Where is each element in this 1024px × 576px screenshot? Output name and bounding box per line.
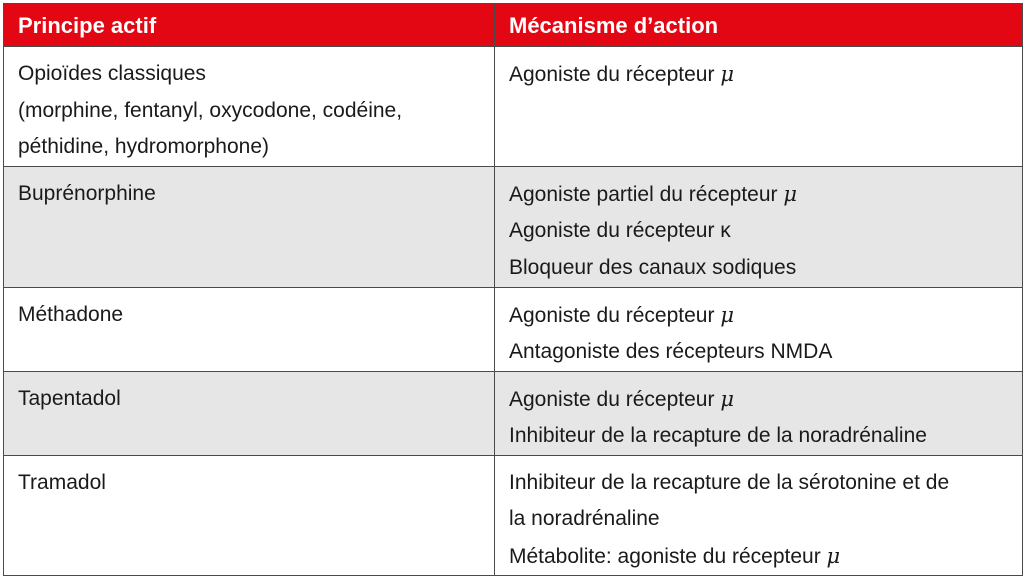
mechanism-line: Métabolite: agoniste du récepteur μ xyxy=(509,543,841,568)
header-row xyxy=(4,4,1023,47)
mechanism-line: Agoniste du récepteur μ xyxy=(509,302,734,327)
substance-line: (morphine, fentanyl, oxycodone, codéine, xyxy=(18,98,403,122)
table-header xyxy=(4,4,1023,47)
mu-symbol: μ xyxy=(720,386,734,411)
substance-line: Buprénorphine xyxy=(18,181,156,205)
mechanism-cell xyxy=(495,287,1023,371)
mechanism-cell xyxy=(495,371,1023,455)
mechanism-line: Agoniste partiel du récepteur μ xyxy=(509,181,797,206)
mu-symbol: μ xyxy=(720,302,734,327)
table-row xyxy=(4,455,1023,576)
mechanism-line: Agoniste du récepteur κ xyxy=(509,219,731,242)
mu-symbol: μ xyxy=(783,181,797,206)
substance-line: Tramadol xyxy=(18,470,106,494)
table-row xyxy=(4,166,1023,287)
mechanism-line: Agoniste du récepteur μ xyxy=(509,386,734,411)
header-principe-actif: Principe actif xyxy=(4,4,495,47)
substance-line: Opioïdes classiques xyxy=(18,62,206,85)
mechanism-cell xyxy=(495,455,1023,576)
mechanism-line: Antagoniste des récepteurs NMDA xyxy=(509,340,833,363)
substance-cell xyxy=(4,371,495,455)
substance-cell xyxy=(4,455,495,576)
mechanism-cell xyxy=(495,47,1023,167)
table-row xyxy=(4,47,1023,167)
mechanism-cell xyxy=(495,166,1023,287)
table-row xyxy=(4,287,1023,371)
drug-mechanism-table xyxy=(3,3,1023,576)
mu-symbol: μ xyxy=(826,543,841,568)
mechanism-line: Agoniste du récepteur μ xyxy=(509,62,734,86)
mechanism-line: la noradrénaline xyxy=(509,507,660,530)
substance-cell xyxy=(4,287,495,371)
substance-cell xyxy=(4,47,495,167)
mechanism-line: Bloqueur des canaux sodiques xyxy=(509,255,797,279)
substance-line: Tapentadol xyxy=(18,386,121,410)
mechanism-line: Inhibiteur de la recapture de la noradrénaline xyxy=(509,424,927,447)
substance-line: péthidine, hydromorphone) xyxy=(18,135,269,158)
header-mecanisme-action: Mécanisme d’action xyxy=(495,4,1023,47)
substance-line: Méthadone xyxy=(18,302,124,326)
table-row xyxy=(4,371,1023,455)
mu-symbol: μ xyxy=(720,62,734,86)
substance-cell xyxy=(4,166,495,287)
mechanism-line: Inhibiteur de la recapture de la sérotonine et de xyxy=(509,470,950,494)
